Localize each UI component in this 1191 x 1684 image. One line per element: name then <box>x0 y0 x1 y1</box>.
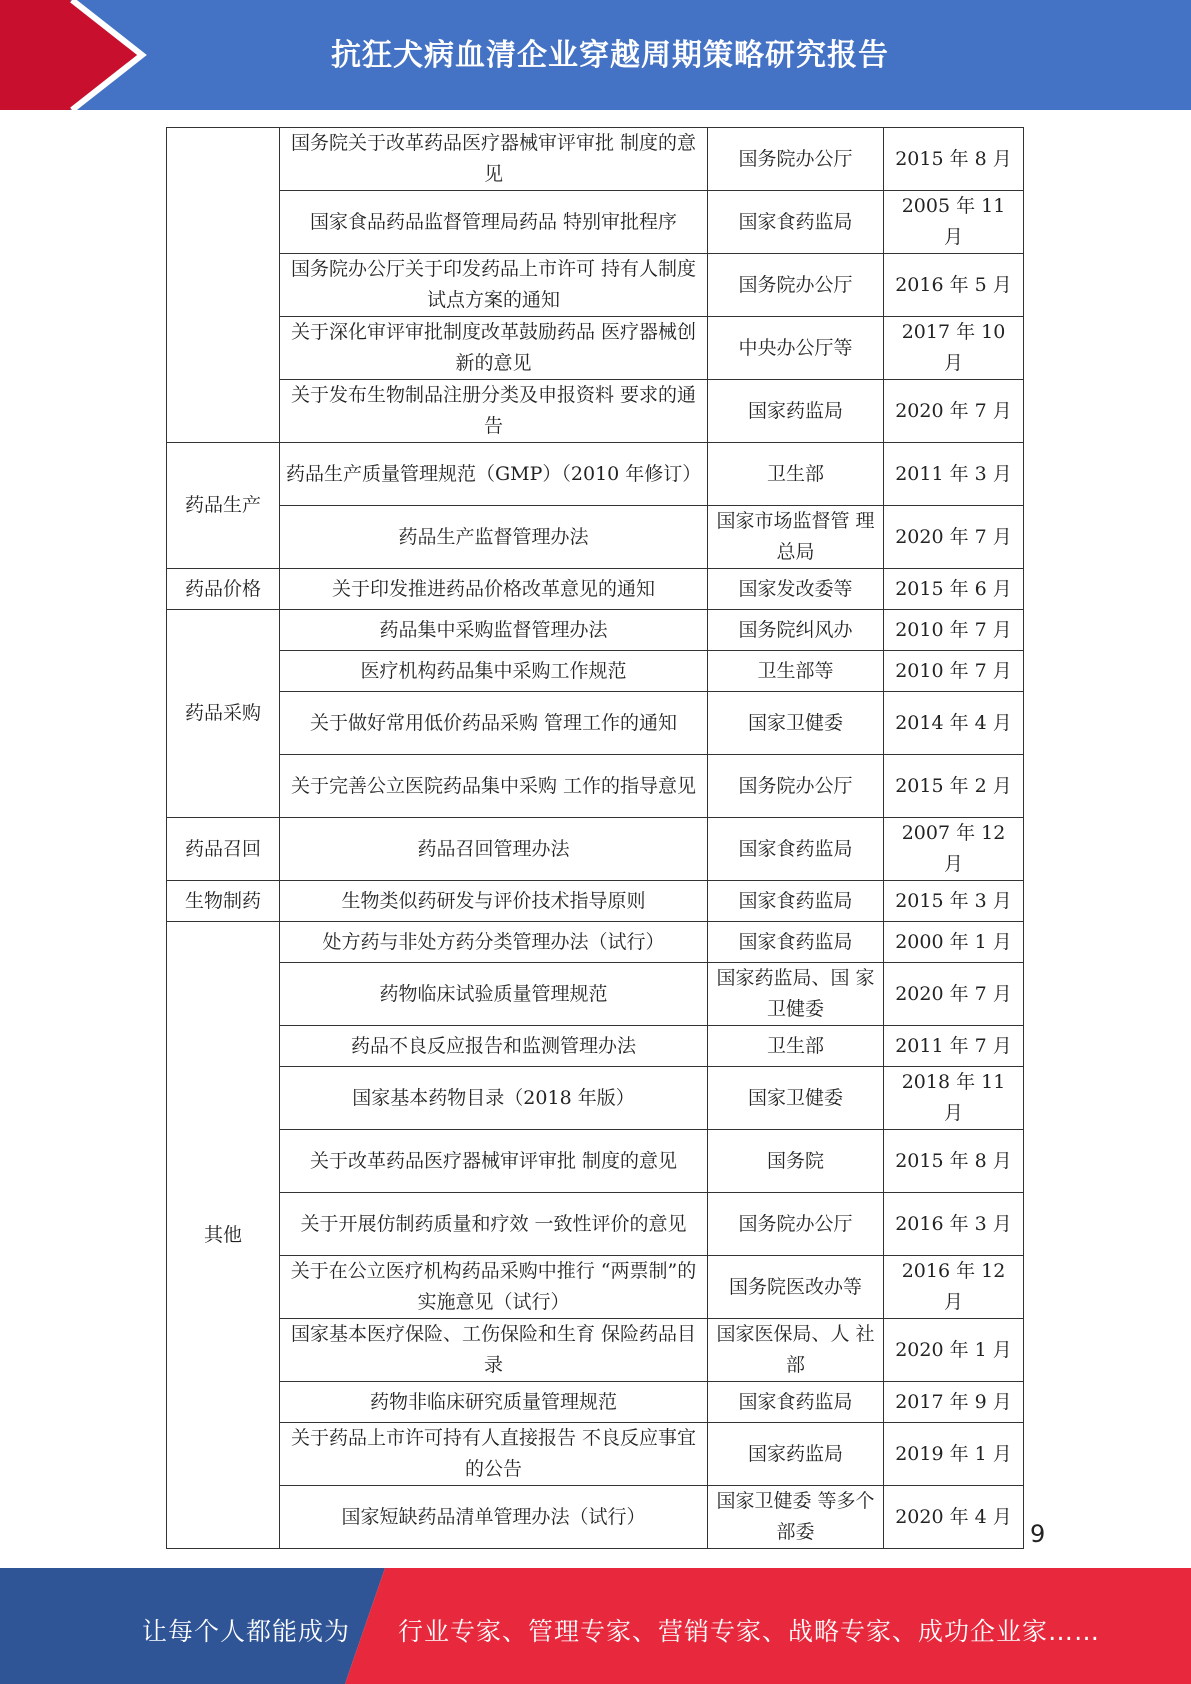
policy-title-cell: 国务院办公厅关于印发药品上市许可 持有人制度试点方案的通知 <box>280 254 708 317</box>
issuer-cell: 国家市场监督管 理总局 <box>708 506 884 569</box>
issuer-cell: 国家食药监局 <box>708 818 884 881</box>
issuer-cell: 国家卫健委 <box>708 692 884 755</box>
table-row <box>167 1423 1024 1486</box>
table-row <box>167 254 1024 317</box>
date-cell: 2014 年 4 月 <box>884 692 1024 755</box>
date-cell: 2018 年 11 月 <box>884 1067 1024 1130</box>
date-cell: 2015 年 2 月 <box>884 755 1024 818</box>
issuer-cell: 国家发改委等 <box>708 569 884 610</box>
date-cell: 2017 年 9 月 <box>884 1382 1024 1423</box>
policy-title-cell: 关于改革药品医疗器械审评审批 制度的意见 <box>280 1130 708 1193</box>
date-cell: 2000 年 1 月 <box>884 922 1024 963</box>
policy-table <box>166 127 1024 1549</box>
date-cell: 2020 年 7 月 <box>884 506 1024 569</box>
category-cell <box>167 128 280 443</box>
category-cell: 药品价格 <box>167 569 280 610</box>
policy-title-cell: 国家食品药品监督管理局药品 特别审批程序 <box>280 191 708 254</box>
issuer-cell: 国务院医改办等 <box>708 1256 884 1319</box>
policy-title-cell: 药物非临床研究质量管理规范 <box>280 1382 708 1423</box>
issuer-cell: 国家食药监局 <box>708 881 884 922</box>
policy-title-cell: 关于做好常用低价药品采购 管理工作的通知 <box>280 692 708 755</box>
footer-slogan-right: 行业专家、管理专家、营销专家、战略专家、成功企业家…… <box>398 1617 1101 1646</box>
date-cell: 2015 年 3 月 <box>884 881 1024 922</box>
issuer-cell: 国务院办公厅 <box>708 1193 884 1256</box>
date-cell: 2016 年 3 月 <box>884 1193 1024 1256</box>
date-cell: 2010 年 7 月 <box>884 610 1024 651</box>
date-cell: 2011 年 7 月 <box>884 1026 1024 1067</box>
issuer-cell: 国家食药监局 <box>708 191 884 254</box>
policy-title-cell: 药品不良反应报告和监测管理办法 <box>280 1026 708 1067</box>
date-cell: 2020 年 7 月 <box>884 380 1024 443</box>
table-row <box>167 380 1024 443</box>
policy-title-cell: 医疗机构药品集中采购工作规范 <box>280 651 708 692</box>
date-cell: 2016 年 12 月 <box>884 1256 1024 1319</box>
table-row <box>167 692 1024 755</box>
issuer-cell: 卫生部 <box>708 443 884 506</box>
category-cell: 生物制药 <box>167 881 280 922</box>
policy-title-cell: 国家短缺药品清单管理办法（试行） <box>280 1486 708 1549</box>
date-cell: 2017 年 10 月 <box>884 317 1024 380</box>
category-cell: 药品采购 <box>167 610 280 818</box>
issuer-cell: 卫生部 <box>708 1026 884 1067</box>
issuer-cell: 国家药监局 <box>708 1423 884 1486</box>
page-header <box>0 0 1191 110</box>
issuer-cell: 中央办公厅等 <box>708 317 884 380</box>
category-cell: 药品召回 <box>167 818 280 881</box>
table-row <box>167 1130 1024 1193</box>
policy-title-cell: 关于开展仿制药质量和疗效 一致性评价的意见 <box>280 1193 708 1256</box>
issuer-cell: 国家卫健委 <box>708 1067 884 1130</box>
issuer-cell: 国家药监局、国 家卫健委 <box>708 963 884 1026</box>
page-footer <box>0 1568 1191 1684</box>
policy-title-cell: 国家基本医疗保险、工伤保险和生育 保险药品目录 <box>280 1319 708 1382</box>
date-cell: 2020 年 4 月 <box>884 1486 1024 1549</box>
policy-title-cell: 关于发布生物制品注册分类及申报资料 要求的通告 <box>280 380 708 443</box>
table-row <box>167 1067 1024 1130</box>
issuer-cell: 国家食药监局 <box>708 1382 884 1423</box>
table-row <box>167 818 1024 881</box>
page-number: 9 <box>1030 1520 1046 1548</box>
table-row <box>167 1486 1024 1549</box>
policy-title-cell: 关于印发推进药品价格改革意见的通知 <box>280 569 708 610</box>
table-row <box>167 610 1024 651</box>
table-row <box>167 128 1024 191</box>
issuer-cell: 国家医保局、人 社部 <box>708 1319 884 1382</box>
issuer-cell: 国家卫健委 等多个部委 <box>708 1486 884 1549</box>
date-cell: 2011 年 3 月 <box>884 443 1024 506</box>
policy-title-cell: 国家基本药物目录（2018 年版） <box>280 1067 708 1130</box>
policy-title-cell: 关于在公立医疗机构药品采购中推行 “两票制”的实施意见（试行） <box>280 1256 708 1319</box>
table-row <box>167 506 1024 569</box>
policy-title-cell: 生物类似药研发与评价技术指导原则 <box>280 881 708 922</box>
date-cell: 2005 年 11 月 <box>884 191 1024 254</box>
issuer-cell: 国家药监局 <box>708 380 884 443</box>
policy-title-cell: 关于药品上市许可持有人直接报告 不良反应事宜的公告 <box>280 1423 708 1486</box>
report-title: 抗狂犬病血清企业穿越周期策略研究报告 <box>331 38 889 73</box>
header-arrow-decoration <box>0 0 160 110</box>
table-row <box>167 651 1024 692</box>
policy-title-cell: 药品生产监督管理办法 <box>280 506 708 569</box>
footer-slogan-left: 让每个人都能成为 <box>142 1617 351 1646</box>
category-cell: 其他 <box>167 922 280 1549</box>
policy-title-cell: 国务院关于改革药品医疗器械审评审批 制度的意见 <box>280 128 708 191</box>
table-row <box>167 1026 1024 1067</box>
issuer-cell: 国家食药监局 <box>708 922 884 963</box>
date-cell: 2007 年 12 月 <box>884 818 1024 881</box>
date-cell: 2015 年 6 月 <box>884 569 1024 610</box>
table-row <box>167 1256 1024 1319</box>
policy-title-cell: 药品生产质量管理规范（GMP）（2010 年修订） <box>280 443 708 506</box>
table-row <box>167 922 1024 963</box>
policy-title-cell: 关于深化审评审批制度改革鼓励药品 医疗器械创新的意见 <box>280 317 708 380</box>
category-cell: 药品生产 <box>167 443 280 569</box>
issuer-cell: 国务院办公厅 <box>708 128 884 191</box>
table-row <box>167 1193 1024 1256</box>
policy-title-cell: 药物临床试验质量管理规范 <box>280 963 708 1026</box>
date-cell: 2016 年 5 月 <box>884 254 1024 317</box>
table-row <box>167 1382 1024 1423</box>
date-cell: 2015 年 8 月 <box>884 1130 1024 1193</box>
policy-title-cell: 关于完善公立医院药品集中采购 工作的指导意见 <box>280 755 708 818</box>
date-cell: 2010 年 7 月 <box>884 651 1024 692</box>
table-row <box>167 569 1024 610</box>
table-row <box>167 881 1024 922</box>
policy-title-cell: 药品集中采购监督管理办法 <box>280 610 708 651</box>
date-cell: 2015 年 8 月 <box>884 128 1024 191</box>
issuer-cell: 国务院办公厅 <box>708 254 884 317</box>
table-row <box>167 191 1024 254</box>
table-row <box>167 963 1024 1026</box>
issuer-cell: 国务院纠风办 <box>708 610 884 651</box>
date-cell: 2019 年 1 月 <box>884 1423 1024 1486</box>
issuer-cell: 国务院 <box>708 1130 884 1193</box>
table-row <box>167 317 1024 380</box>
table-row <box>167 755 1024 818</box>
date-cell: 2020 年 1 月 <box>884 1319 1024 1382</box>
issuer-cell: 国务院办公厅 <box>708 755 884 818</box>
date-cell: 2020 年 7 月 <box>884 963 1024 1026</box>
issuer-cell: 卫生部等 <box>708 651 884 692</box>
policy-title-cell: 处方药与非处方药分类管理办法（试行） <box>280 922 708 963</box>
policy-title-cell: 药品召回管理办法 <box>280 818 708 881</box>
table-row <box>167 1319 1024 1382</box>
table-row <box>167 443 1024 506</box>
